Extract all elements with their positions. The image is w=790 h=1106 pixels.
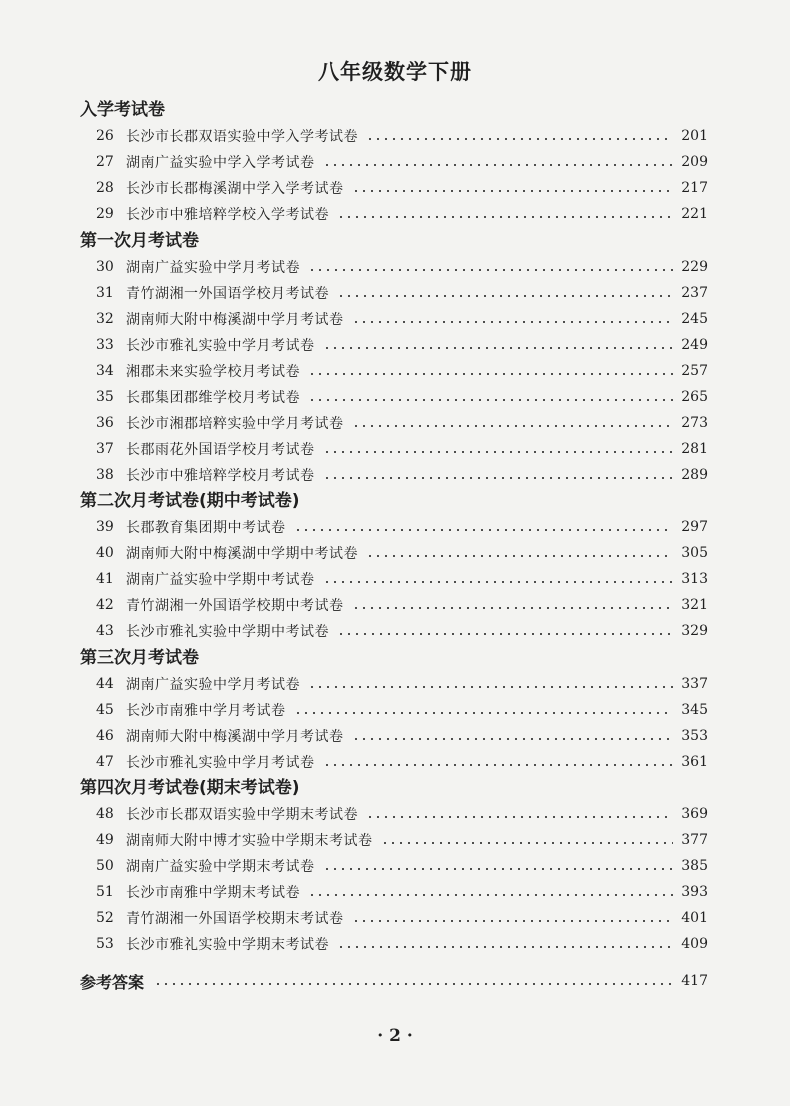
entry-page: 297 [681,519,708,535]
entry-page: 361 [681,754,708,770]
entry-page: 221 [681,206,708,222]
toc-entry[interactable] [96,566,708,592]
entry-page: 401 [681,910,708,926]
toc-entry[interactable] [96,280,708,306]
dot-leader [381,842,674,844]
entry-number: 30 [96,259,114,275]
entry-title: 长沙市雅礼实验中学期末考试卷 [126,937,329,953]
entry-title: 湖南师大附中梅溪湖中学期中考试卷 [126,546,358,562]
toc-entry[interactable] [96,749,708,775]
entry-number: 43 [96,623,114,639]
toc-entry[interactable] [96,931,708,957]
toc-entry[interactable] [96,306,708,332]
entry-title: 湖南广益实验中学入学考试卷 [126,155,315,171]
entry-title: 湖南师大附中梅溪湖中学月考试卷 [126,312,344,328]
entry-number: 49 [96,832,114,848]
entry-page: 257 [681,363,708,379]
entry-number: 36 [96,415,114,431]
entry-title: 长沙市长郡双语实验中学期末考试卷 [126,807,358,823]
entry-title: 青竹湖湘一外国语学校月考试卷 [126,286,329,302]
section-heading: 第一次月考试卷 [80,231,199,251]
toc-entry[interactable] [96,853,708,879]
dot-leader [352,425,674,427]
entry-number: 41 [96,571,114,587]
toc-entry[interactable] [96,592,708,618]
entry-title: 长沙市南雅中学期末考试卷 [126,885,300,901]
dot-leader [366,816,673,818]
entry-title: 长沙市中雅培粹学校入学考试卷 [126,207,329,223]
entry-page: 209 [681,154,708,170]
entry-page: 201 [681,128,708,144]
toc-entry[interactable] [96,254,708,280]
dot-leader [154,983,673,985]
entry-page: 329 [681,623,708,639]
dot-leader [294,529,674,531]
toc-entry[interactable] [96,201,708,227]
toc-entry[interactable] [96,514,708,540]
dot-leader [323,451,674,453]
entry-number: 47 [96,754,114,770]
entry-page: 217 [681,180,708,196]
entry-title: 长沙市中雅培粹学校月考试卷 [126,468,315,484]
section-heading: 第四次月考试卷(期末考试卷) [80,778,300,798]
toc-entry[interactable] [96,671,708,697]
toc-entry[interactable] [96,358,708,384]
toc-entry[interactable] [96,801,708,827]
dot-leader [308,894,673,896]
entry-number: 51 [96,884,114,900]
entry-number: 27 [96,154,114,170]
entry-number: 48 [96,806,114,822]
toc-entry[interactable] [96,462,708,488]
entry-title: 湖南广益实验中学期中考试卷 [126,572,315,588]
entry-number: 39 [96,519,114,535]
dot-leader [294,712,674,714]
dot-leader [352,738,674,740]
toc-entry[interactable] [96,332,708,358]
toc-entry[interactable] [96,149,708,175]
dot-leader [337,946,673,948]
dot-leader [308,373,673,375]
dot-leader [366,555,673,557]
entry-title: 湖南广益实验中学月考试卷 [126,677,300,693]
entry-title: 湖南师大附中博才实验中学期末考试卷 [126,833,373,849]
toc-entry[interactable] [96,879,708,905]
toc-entry[interactable] [96,905,708,931]
dot-leader [366,138,673,140]
entry-number: 34 [96,363,114,379]
entry-page: 313 [681,571,708,587]
entry-title: 长沙市南雅中学月考试卷 [126,703,286,719]
dot-leader [337,295,673,297]
entry-title: 长沙市长郡双语实验中学入学考试卷 [126,129,358,145]
dot-leader [352,190,674,192]
entry-title: 湖南广益实验中学月考试卷 [126,260,300,276]
entry-page: 265 [681,389,708,405]
entry-number: 42 [96,597,114,613]
dot-leader [308,269,673,271]
dot-leader [337,633,673,635]
answers-label: 参考答案 [80,972,145,992]
entry-title: 长郡教育集团期中考试卷 [126,520,286,536]
toc-entry[interactable] [96,436,708,462]
section-heading: 第三次月考试卷 [80,648,199,668]
dot-leader [308,399,673,401]
dot-leader [352,607,674,609]
section-heading: 入学考试卷 [80,100,165,120]
section-heading: 第二次月考试卷(期中考试卷) [80,491,300,511]
page-number: · 2 · [377,1026,413,1046]
entry-number: 38 [96,467,114,483]
toc-entry[interactable] [96,723,708,749]
entry-page: 377 [681,832,708,848]
entry-number: 29 [96,206,114,222]
answers-page: 417 [681,973,708,989]
entry-page: 337 [681,676,708,692]
answers-entry[interactable] [80,968,708,994]
entry-title: 青竹湖湘一外国语学校期末考试卷 [126,911,344,927]
entry-number: 50 [96,858,114,874]
dot-leader [337,216,673,218]
entry-title: 湘郡未来实验学校月考试卷 [126,364,300,380]
entry-number: 46 [96,728,114,744]
entry-page: 369 [681,806,708,822]
entry-title: 长沙市雅礼实验中学期中考试卷 [126,624,329,640]
entry-page: 289 [681,467,708,483]
entry-title: 湖南师大附中梅溪湖中学月考试卷 [126,729,344,745]
dot-leader [323,868,674,870]
toc-entry[interactable] [96,123,708,149]
entry-title: 青竹湖湘一外国语学校期中考试卷 [126,598,344,614]
entry-number: 37 [96,441,114,457]
dot-leader [323,581,674,583]
dot-leader [323,347,674,349]
entry-page: 385 [681,858,708,874]
entry-page: 345 [681,702,708,718]
page-title: 八年级数学下册 [318,60,472,84]
entry-page: 321 [681,597,708,613]
toc-entry[interactable] [96,618,708,644]
entry-number: 44 [96,676,114,692]
entry-title: 长沙市长郡梅溪湖中学入学考试卷 [126,181,344,197]
entry-number: 28 [96,180,114,196]
entry-number: 31 [96,285,114,301]
entry-title: 长沙市雅礼实验中学月考试卷 [126,755,315,771]
entry-number: 33 [96,337,114,353]
entry-page: 281 [681,441,708,457]
entry-title: 湖南广益实验中学期末考试卷 [126,859,315,875]
dot-leader [352,920,674,922]
toc-entry[interactable] [96,697,708,723]
entry-number: 40 [96,545,114,561]
entry-number: 26 [96,128,114,144]
entry-page: 273 [681,415,708,431]
dot-leader [323,164,674,166]
entry-page: 237 [681,285,708,301]
toc-entry[interactable] [96,827,708,853]
dot-leader [323,477,674,479]
entry-title: 长郡集团郡维学校月考试卷 [126,390,300,406]
entry-title: 长郡雨花外国语学校月考试卷 [126,442,315,458]
entry-page: 353 [681,728,708,744]
toc-entry[interactable] [96,384,708,410]
dot-leader [352,321,674,323]
entry-number: 32 [96,311,114,327]
dot-leader [308,686,673,688]
entry-page: 305 [681,545,708,561]
entry-title: 长沙市雅礼实验中学月考试卷 [126,338,315,354]
entry-page: 229 [681,259,708,275]
entry-number: 52 [96,910,114,926]
entry-page: 249 [681,337,708,353]
toc-entry[interactable] [96,540,708,566]
entry-title: 长沙市湘郡培粹实验中学月考试卷 [126,416,344,432]
toc-entry[interactable] [96,410,708,436]
entry-page: 245 [681,311,708,327]
entry-page: 393 [681,884,708,900]
dot-leader [323,764,674,766]
toc-entry[interactable] [96,175,708,201]
entry-number: 35 [96,389,114,405]
entry-page: 409 [681,936,708,952]
entry-number: 53 [96,936,114,952]
entry-number: 45 [96,702,114,718]
